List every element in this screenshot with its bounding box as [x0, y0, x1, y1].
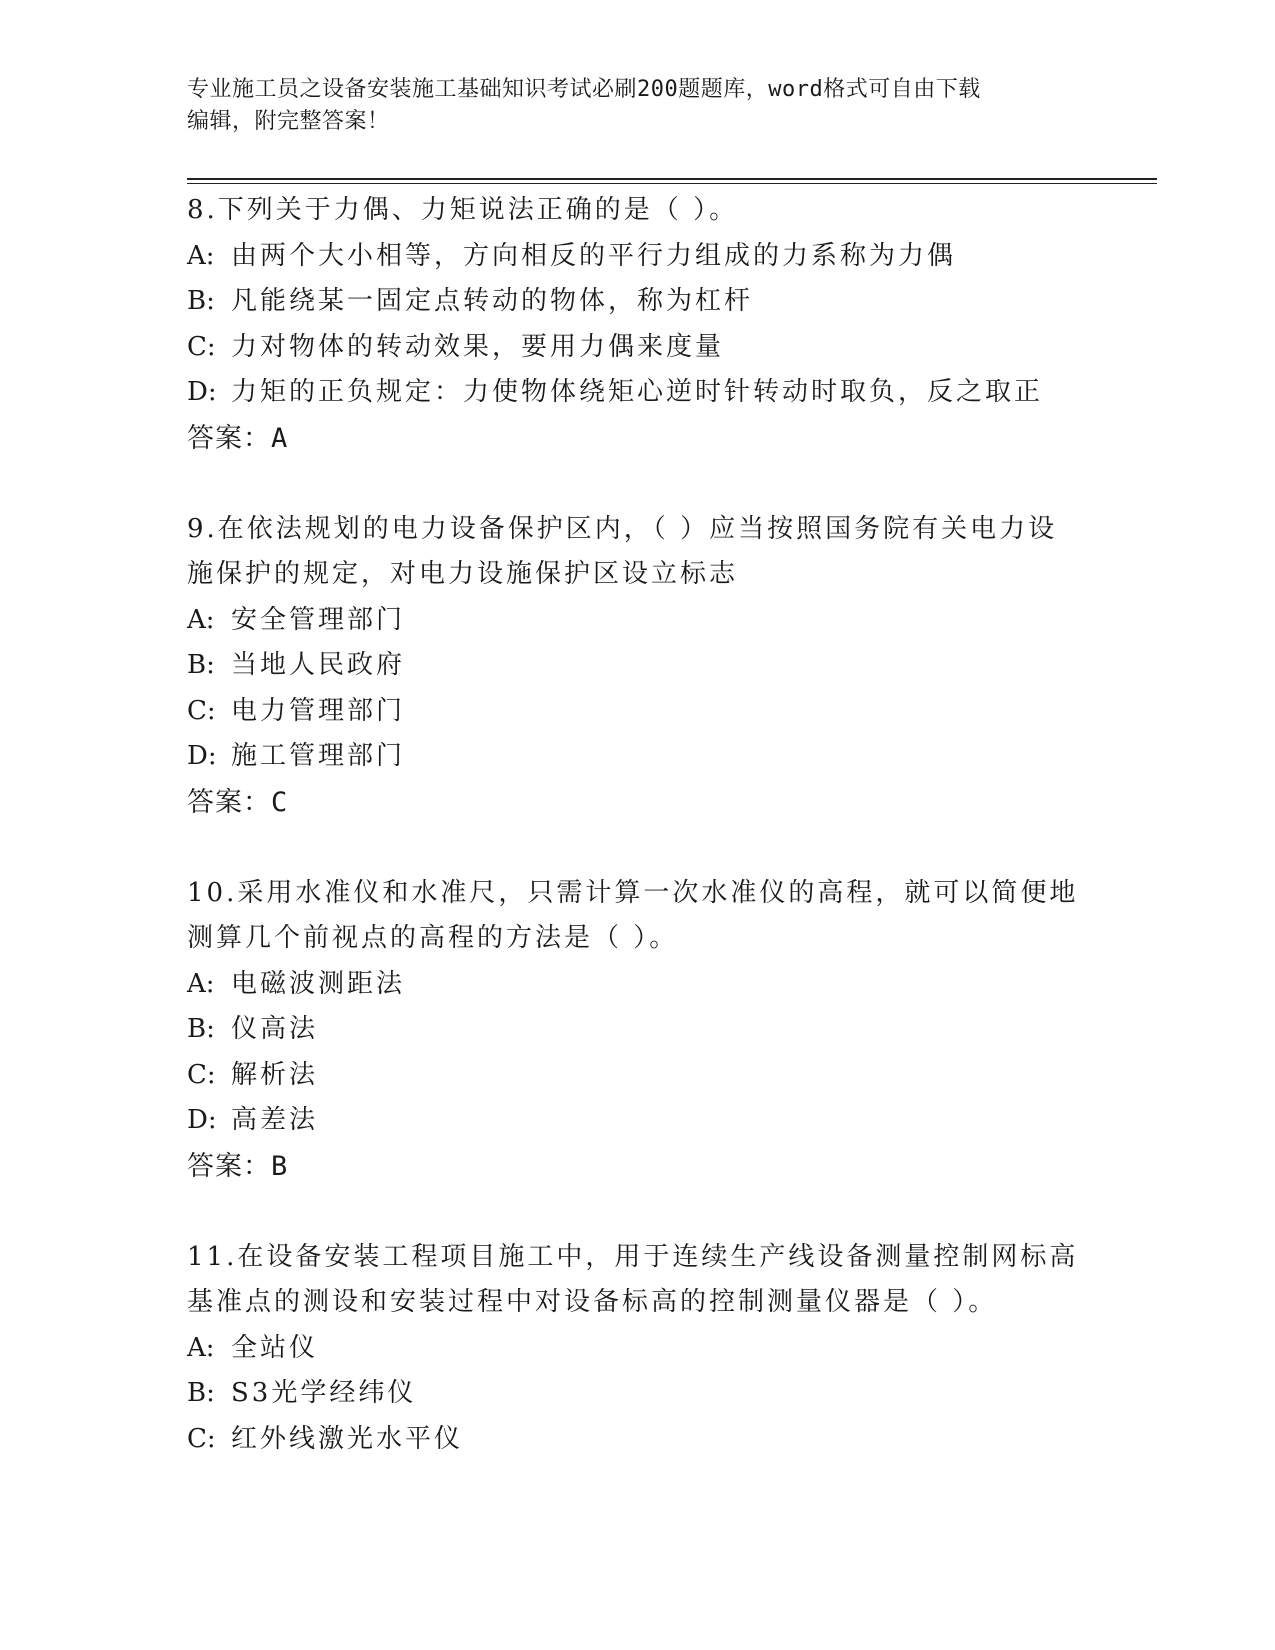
option-c [187, 689, 1087, 735]
document-header [187, 74, 1087, 138]
option-a [187, 234, 1087, 280]
option-a [187, 598, 1087, 644]
header-line-2: 编辑，附完整答案！ [187, 109, 390, 134]
option-b [187, 643, 1087, 689]
option-letter: C: [187, 695, 216, 726]
option-letter: C: [187, 1059, 216, 1090]
option-text: 安全管理部门 [231, 604, 406, 635]
question-list [187, 188, 1087, 1508]
option-text: 仪高法 [231, 1014, 319, 1044]
option-letter: C: [187, 1423, 216, 1454]
option-letter: D: [187, 741, 217, 771]
option-letter: D: [187, 1105, 217, 1135]
question-stem-line-1: 10.采用水准仪和水准尺，只需计算一次水准仪的高程，就可以简便地 [187, 877, 1079, 908]
question-stem-line-1: 9.在依法规划的电力设备保护区内，（ ）应当按照国务院有关电力设 [187, 513, 1058, 544]
answer-line: 答案：C [187, 786, 289, 818]
option-b [187, 1371, 1087, 1417]
option-text: 由两个大小相等，方向相反的平行力组成的力系称为力偶 [231, 240, 957, 271]
question-11 [187, 1235, 1087, 1463]
option-letter: B: [187, 286, 215, 316]
option-letter: B: [187, 1378, 215, 1408]
option-letter: D: [187, 377, 217, 407]
option-letter: C: [187, 331, 216, 362]
option-letter: A: [187, 1332, 215, 1363]
question-stem-line-2: 测算几个前视点的高程的方法是（ ）。 [187, 923, 679, 953]
option-text: 力对物体的转动效果，要用力偶来度量 [231, 331, 725, 362]
option-letter: A: [187, 968, 215, 999]
question-10 [187, 871, 1087, 1190]
option-text: S3光学经纬仪 [231, 1378, 417, 1408]
option-b [187, 1007, 1087, 1053]
option-c [187, 1417, 1087, 1463]
option-d [187, 1098, 1087, 1144]
option-text: 高差法 [231, 1105, 319, 1135]
question-stem-line-1: 11.在设备安装工程项目施工中，用于连续生产线设备测量控制网标高 [187, 1241, 1079, 1272]
option-c [187, 325, 1087, 371]
option-text: 当地人民政府 [231, 650, 406, 680]
option-d [187, 734, 1087, 780]
option-letter: B: [187, 650, 215, 680]
option-text: 凡能绕某一固定点转动的物体，称为杠杆 [231, 286, 754, 316]
option-text: 全站仪 [231, 1332, 319, 1363]
option-letter: A: [187, 240, 215, 271]
option-letter: B: [187, 1014, 215, 1044]
question-stem-line-2: 基准点的测设和安装过程中对设备标高的控制测量仪器是（ ）。 [187, 1287, 998, 1317]
option-text: 解析法 [231, 1059, 319, 1090]
header-line-1: 专业施工员之设备安装施工基础知识考试必刷200题题库，word格式可自由下载 [187, 77, 981, 102]
option-d [187, 370, 1087, 416]
question-stem-line-2: 施保护的规定，对电力设施保护区设立标志 [187, 559, 739, 589]
option-a [187, 962, 1087, 1008]
option-text: 电力管理部门 [231, 695, 406, 726]
question-9 [187, 507, 1087, 826]
option-letter: A: [187, 604, 215, 635]
answer-line: 答案：A [187, 422, 289, 454]
option-text: 红外线激光水平仪 [231, 1423, 464, 1454]
option-text: 电磁波测距法 [231, 968, 406, 999]
option-a [187, 1326, 1087, 1372]
question-8 [187, 188, 1087, 461]
question-stem: 8.下列关于力偶、力矩说法正确的是（ ）。 [187, 195, 739, 225]
option-c [187, 1053, 1087, 1099]
option-text: 力矩的正负规定：力使物体绕矩心逆时针转动时取负，反之取正 [231, 377, 1044, 407]
answer-line: 答案：B [187, 1150, 289, 1182]
option-b [187, 279, 1087, 325]
header-divider [187, 178, 1157, 184]
option-text: 施工管理部门 [231, 741, 406, 771]
